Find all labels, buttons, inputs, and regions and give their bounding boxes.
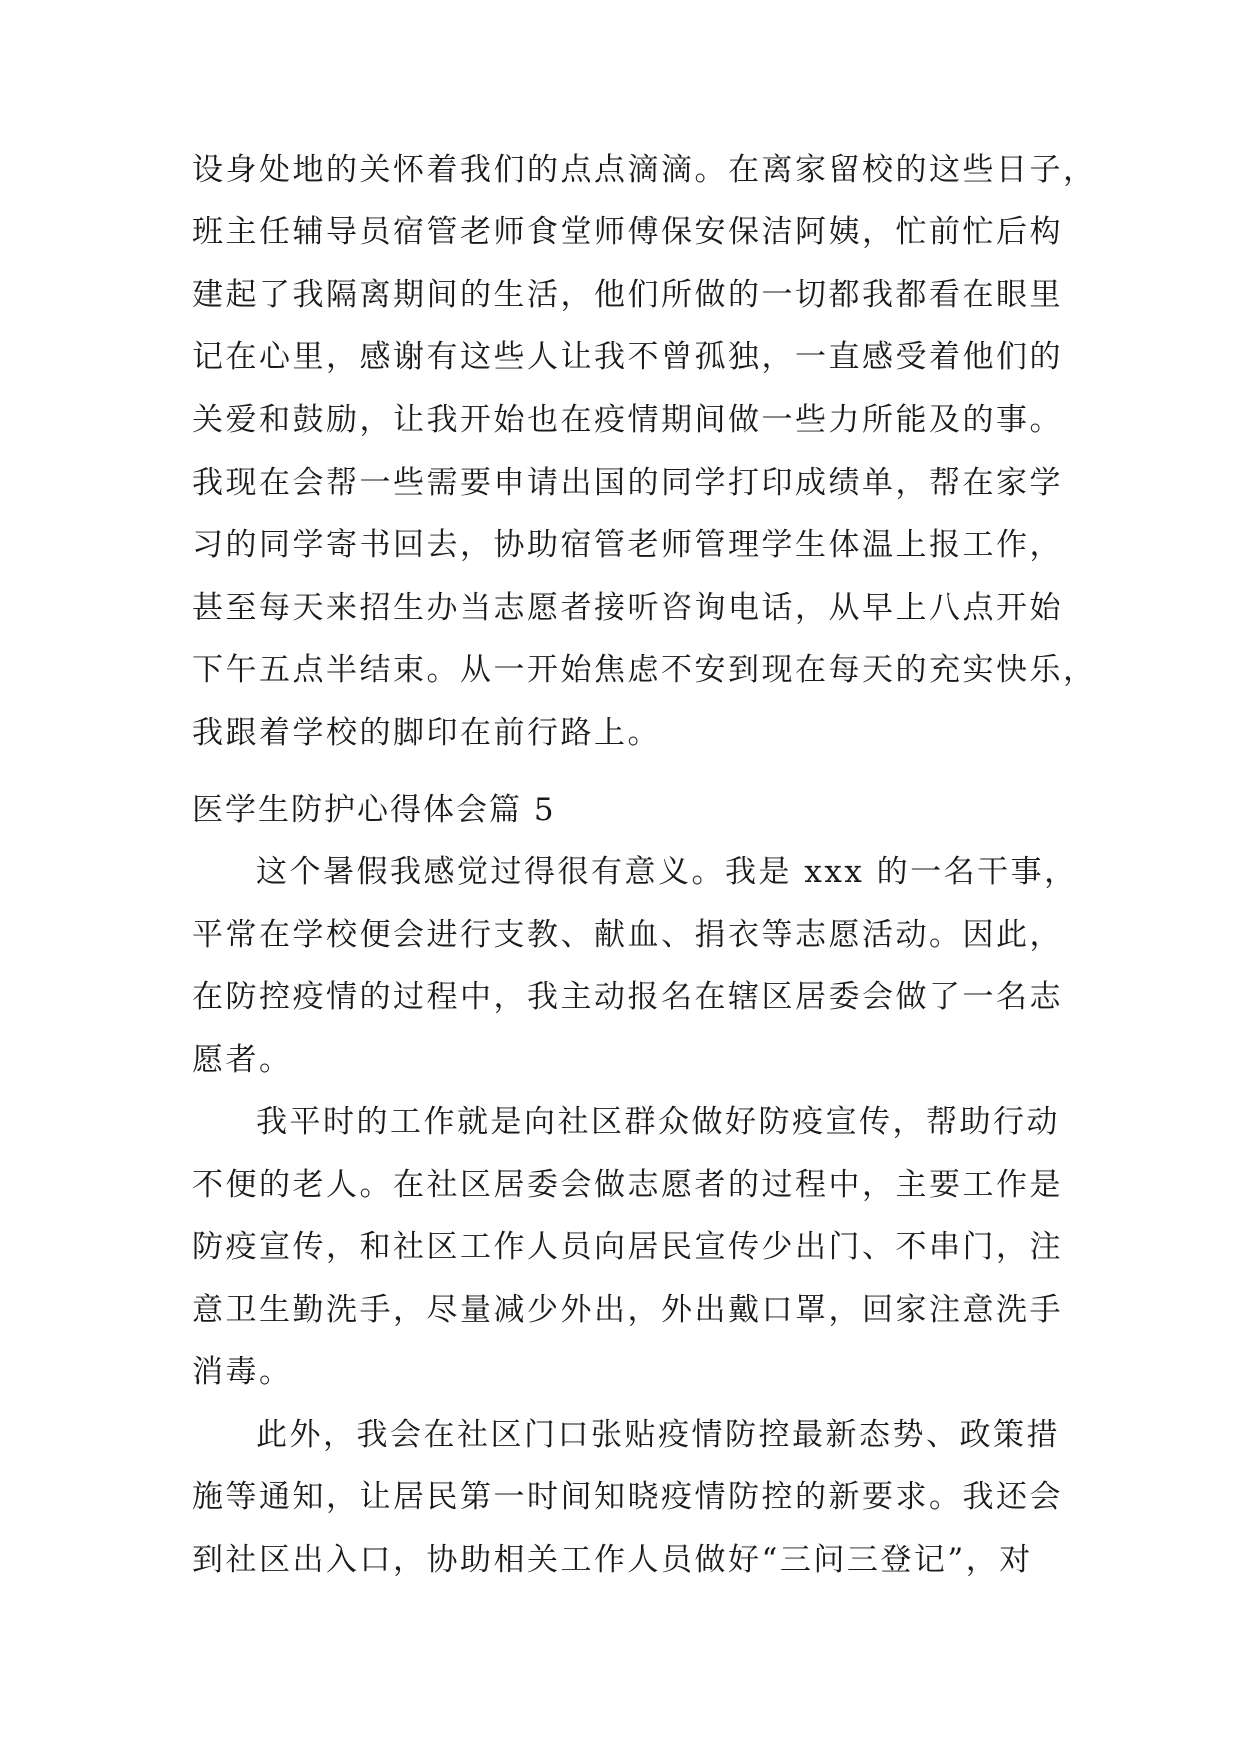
- text-line: 在防控疫情的过程中，我主动报名在辖区居委会做了一名志: [192, 979, 1063, 1015]
- text-line: 记在心里，感谢有这些人让我不曾孤独，一直感受着他们的: [192, 339, 1063, 375]
- text-line: 消毒。: [192, 1354, 293, 1390]
- text-line: 甚至每天来招生办当志愿者接听咨询电话，从早上八点开始: [192, 590, 1063, 626]
- text-line: 意卫生勤洗手，尽量减少外出，外出戴口罩，回家注意洗手: [192, 1292, 1063, 1328]
- text-line: 建起了我隔离期间的生活，他们所做的一切都我都看在眼里: [192, 277, 1063, 313]
- text-line: 下午五点半结束。从一开始焦虑不安到现在每天的充实快乐，: [192, 652, 1097, 688]
- text-line: 关爱和鼓励，让我开始也在疫情期间做一些力所能及的事。: [192, 402, 1063, 438]
- text-line: 班主任辅导员宿管老师食堂师傅保安保洁阿姨，忙前忙后构: [192, 214, 1063, 250]
- section-heading: 医学生防护心得体会篇 5: [192, 792, 556, 828]
- text-line: 愿者。: [192, 1042, 293, 1078]
- text-line: 我跟着学校的脚印在前行路上。: [192, 715, 661, 751]
- text-line: 此外，我会在社区门口张贴疫情防控最新态势、政策措: [256, 1417, 1060, 1453]
- text-line: 这个暑假我感觉过得很有意义。我是 xxx 的一名干事，: [256, 854, 1078, 890]
- text-line: 习的同学寄书回去，协助宿管老师管理学生体温上报工作，: [192, 527, 1063, 563]
- text-line: 防疫宣传，和社区工作人员向居民宣传少出门、不串门，注: [192, 1229, 1063, 1265]
- text-line: 到社区出入口，协助相关工作人员做好“三问三登记”，对: [192, 1542, 1033, 1578]
- text-line: 施等通知，让居民第一时间知晓疫情防控的新要求。我还会: [192, 1479, 1063, 1515]
- text-line: 不便的老人。在社区居委会做志愿者的过程中，主要工作是: [192, 1167, 1063, 1203]
- text-line: 平常在学校便会进行支教、献血、捐衣等志愿活动。因此，: [192, 917, 1063, 953]
- text-line: 我现在会帮一些需要申请出国的同学打印成绩单，帮在家学: [192, 465, 1063, 501]
- text-line: 我平时的工作就是向社区群众做好防疫宣传，帮助行动: [256, 1104, 1060, 1140]
- text-line: 设身处地的关怀着我们的点点滴滴。在离家留校的这些日子，: [192, 152, 1097, 188]
